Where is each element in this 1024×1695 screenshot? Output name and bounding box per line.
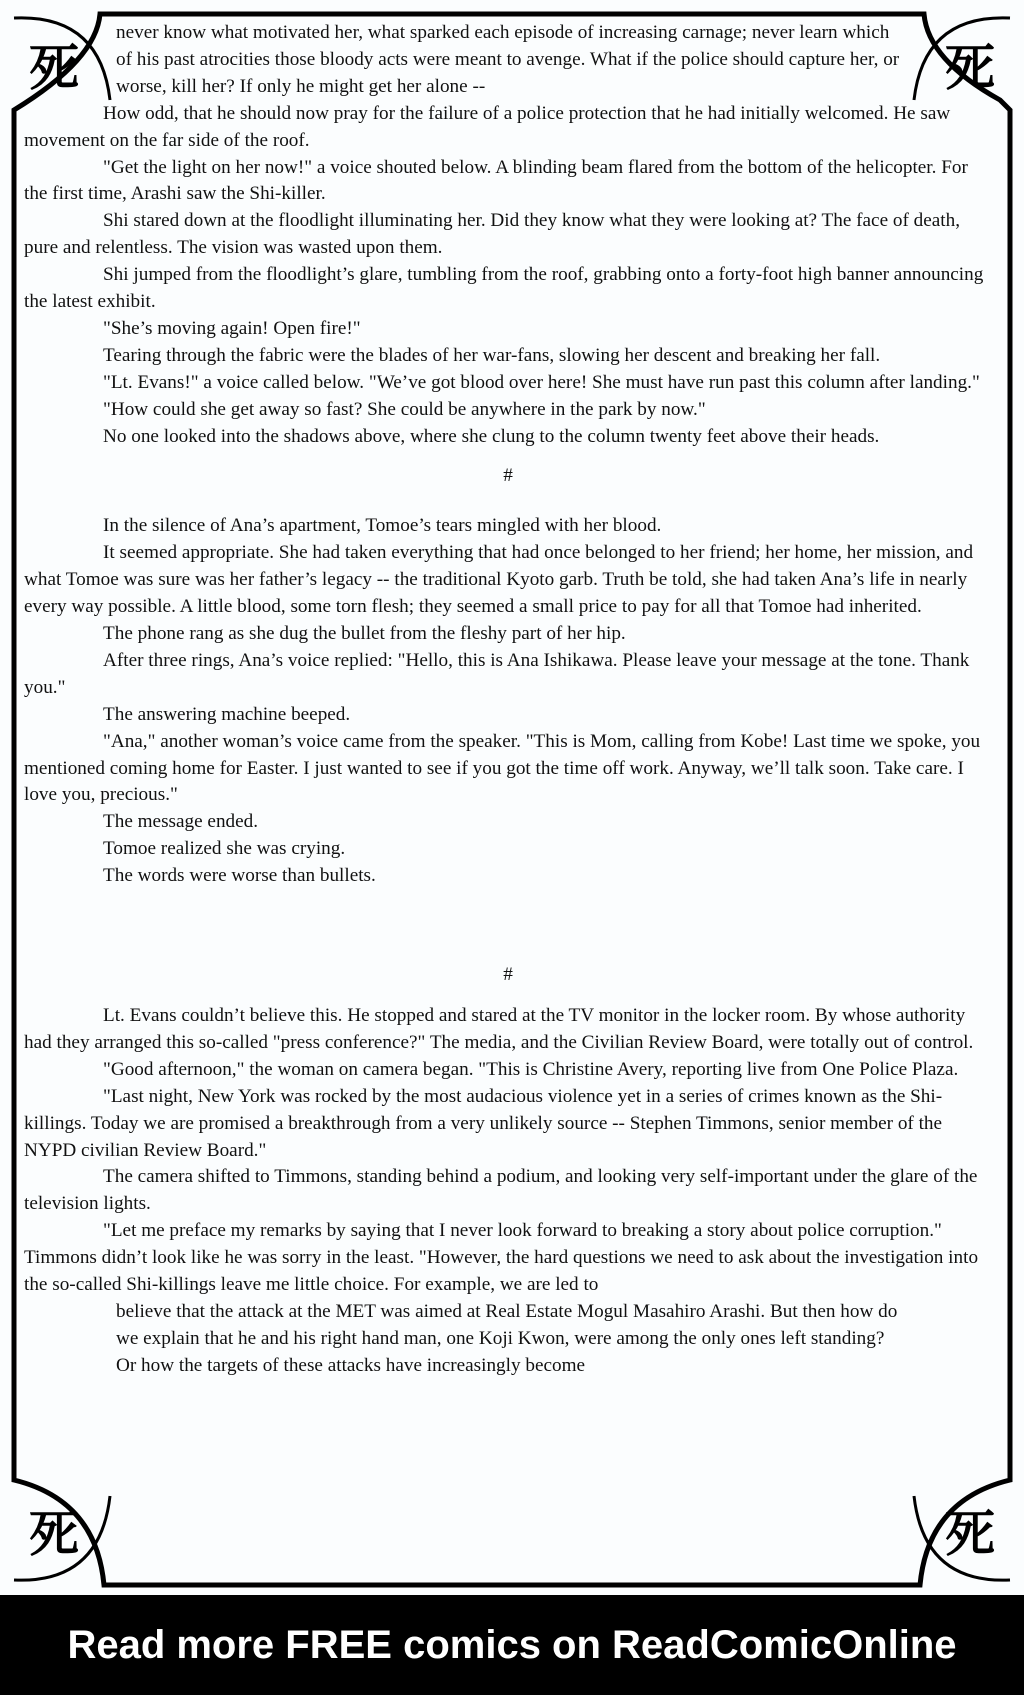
paragraph: "Last night, New York was rocked by the most audacious violence yet in a series of crimes known as the Shi-killings. Today we are promised a breakthrough from a very unlikely source -- Stephen Timmons, senior member of the NYPD civilian Review Board." bbox=[24, 1085, 943, 1161]
death-kanji-icon: 死 bbox=[29, 1504, 79, 1563]
paragraph: believe that the attack at the MET was aimed at Real Estate Mogul Masahiro Arashi. But then how do we explain that he and his right hand man, one Koji Kwon, were among the only ones left standing? Or how the targets of these attacks have increasingly become bbox=[116, 1300, 898, 1376]
paragraph: "Good afternoon," the woman on camera began. "This is Christine Avery, reporting live from One Police Plaza. bbox=[103, 1058, 959, 1080]
death-kanji-icon: 死 bbox=[29, 38, 79, 97]
paragraph: The words were worse than bullets. bbox=[103, 865, 376, 887]
promo-banner[interactable]: Read more FREE comics on ReadComicOnline bbox=[0, 1595, 1024, 1695]
paragraph: It seemed appropriate. She had taken everything that had once belonged to her friend; her home, her mission, and what Tomoe was sure was her father’s legacy -- the traditional Kyoto garb. Truth be told, she had taken Ana’s life in nearly every way possible. A little blood, some torn flesh; they seemed a small price to pay for all that Tomoe had inherited. bbox=[24, 542, 974, 618]
paragraph: The answering machine beeped. bbox=[103, 703, 351, 725]
paragraph: "Let me preface my remarks by saying that I never look forward to breaking a story about police corruption." Timmons didn’t look like he was sorry in the least. "However, the hard questions we need to ask about the investigation into the so-called Shi-killings leave me little choice. For example, we are led to bbox=[24, 1220, 979, 1296]
scene-separator: # bbox=[503, 464, 513, 486]
paragraph: Tearing through the fabric were the blades of her war-fans, slowing her descent and breaking her fall. bbox=[103, 344, 881, 366]
story-text bbox=[24, 20, 992, 1380]
paragraph: "How could she get away so fast? She could be anywhere in the park by now." bbox=[103, 398, 706, 420]
paragraph: never know what motivated her, what sparked each episode of increasing carnage; never learn which of his past atrocities those bloody acts were meant to avenge. What if the police should capture her, or worse, kill her? If only he might get her alone -- bbox=[116, 22, 900, 97]
paragraph: No one looked into the shadows above, where she clung to the column twenty feet above their heads. bbox=[103, 425, 880, 447]
scene-separator: # bbox=[503, 964, 513, 986]
paragraph: How odd, that he should now pray for the failure of a police protection that he had initially welcomed. He saw movement on the far side of the roof. bbox=[24, 102, 951, 151]
paragraph: "Ana," another woman’s voice came from the speaker. "This is Mom, calling from Kobe! Last time we spoke, you mentioned coming home for Easter. I just wanted to see if you got the time off work. Anyway, we’ll talk soon. Take care. I love you, precious." bbox=[24, 730, 981, 806]
death-kanji-icon: 死 bbox=[945, 38, 995, 97]
paragraph: The phone rang as she dug the bullet from the fleshy part of her hip. bbox=[103, 623, 626, 645]
paragraph: "Lt. Evans!" a voice called below. "We’ve got blood over here! She must have run past this column after landing." bbox=[103, 371, 980, 393]
paragraph: "Get the light on her now!" a voice shouted below. A blinding beam flared from the bottom of the helicopter. For the first time, Arashi saw the Shi-killer. bbox=[24, 156, 968, 205]
paragraph: After three rings, Ana’s voice replied: "Hello, this is Ana Ishikawa. Please leave your message at the tone. Thank you." bbox=[24, 649, 970, 698]
paragraph: Shi stared down at the floodlight illuminating her. Did they know what they were looking at? The face of death, pure and relentless. The vision was wasted upon them. bbox=[24, 210, 961, 259]
paragraph: In the silence of Ana’s apartment, Tomoe’s tears mingled with her blood. bbox=[103, 515, 662, 537]
paragraph: The message ended. bbox=[103, 811, 259, 833]
paragraph: Lt. Evans couldn’t believe this. He stopped and stared at the TV monitor in the locker room. By whose authority had they arranged this so-called "press conference?" The media, and the Civilian Review Board, were totally out of control. bbox=[24, 1005, 974, 1053]
paragraph: The camera shifted to Timmons, standing behind a podium, and looking very self-important under the glare of the television lights. bbox=[24, 1166, 978, 1215]
paragraph: Tomoe realized she was crying. bbox=[103, 838, 346, 860]
death-kanji-icon: 死 bbox=[945, 1504, 995, 1563]
paragraph: Shi jumped from the floodlight’s glare, tumbling from the roof, grabbing onto a forty-foot high banner announcing the latest exhibit. bbox=[24, 264, 984, 313]
paragraph: "She’s moving again! Open fire!" bbox=[103, 317, 361, 339]
